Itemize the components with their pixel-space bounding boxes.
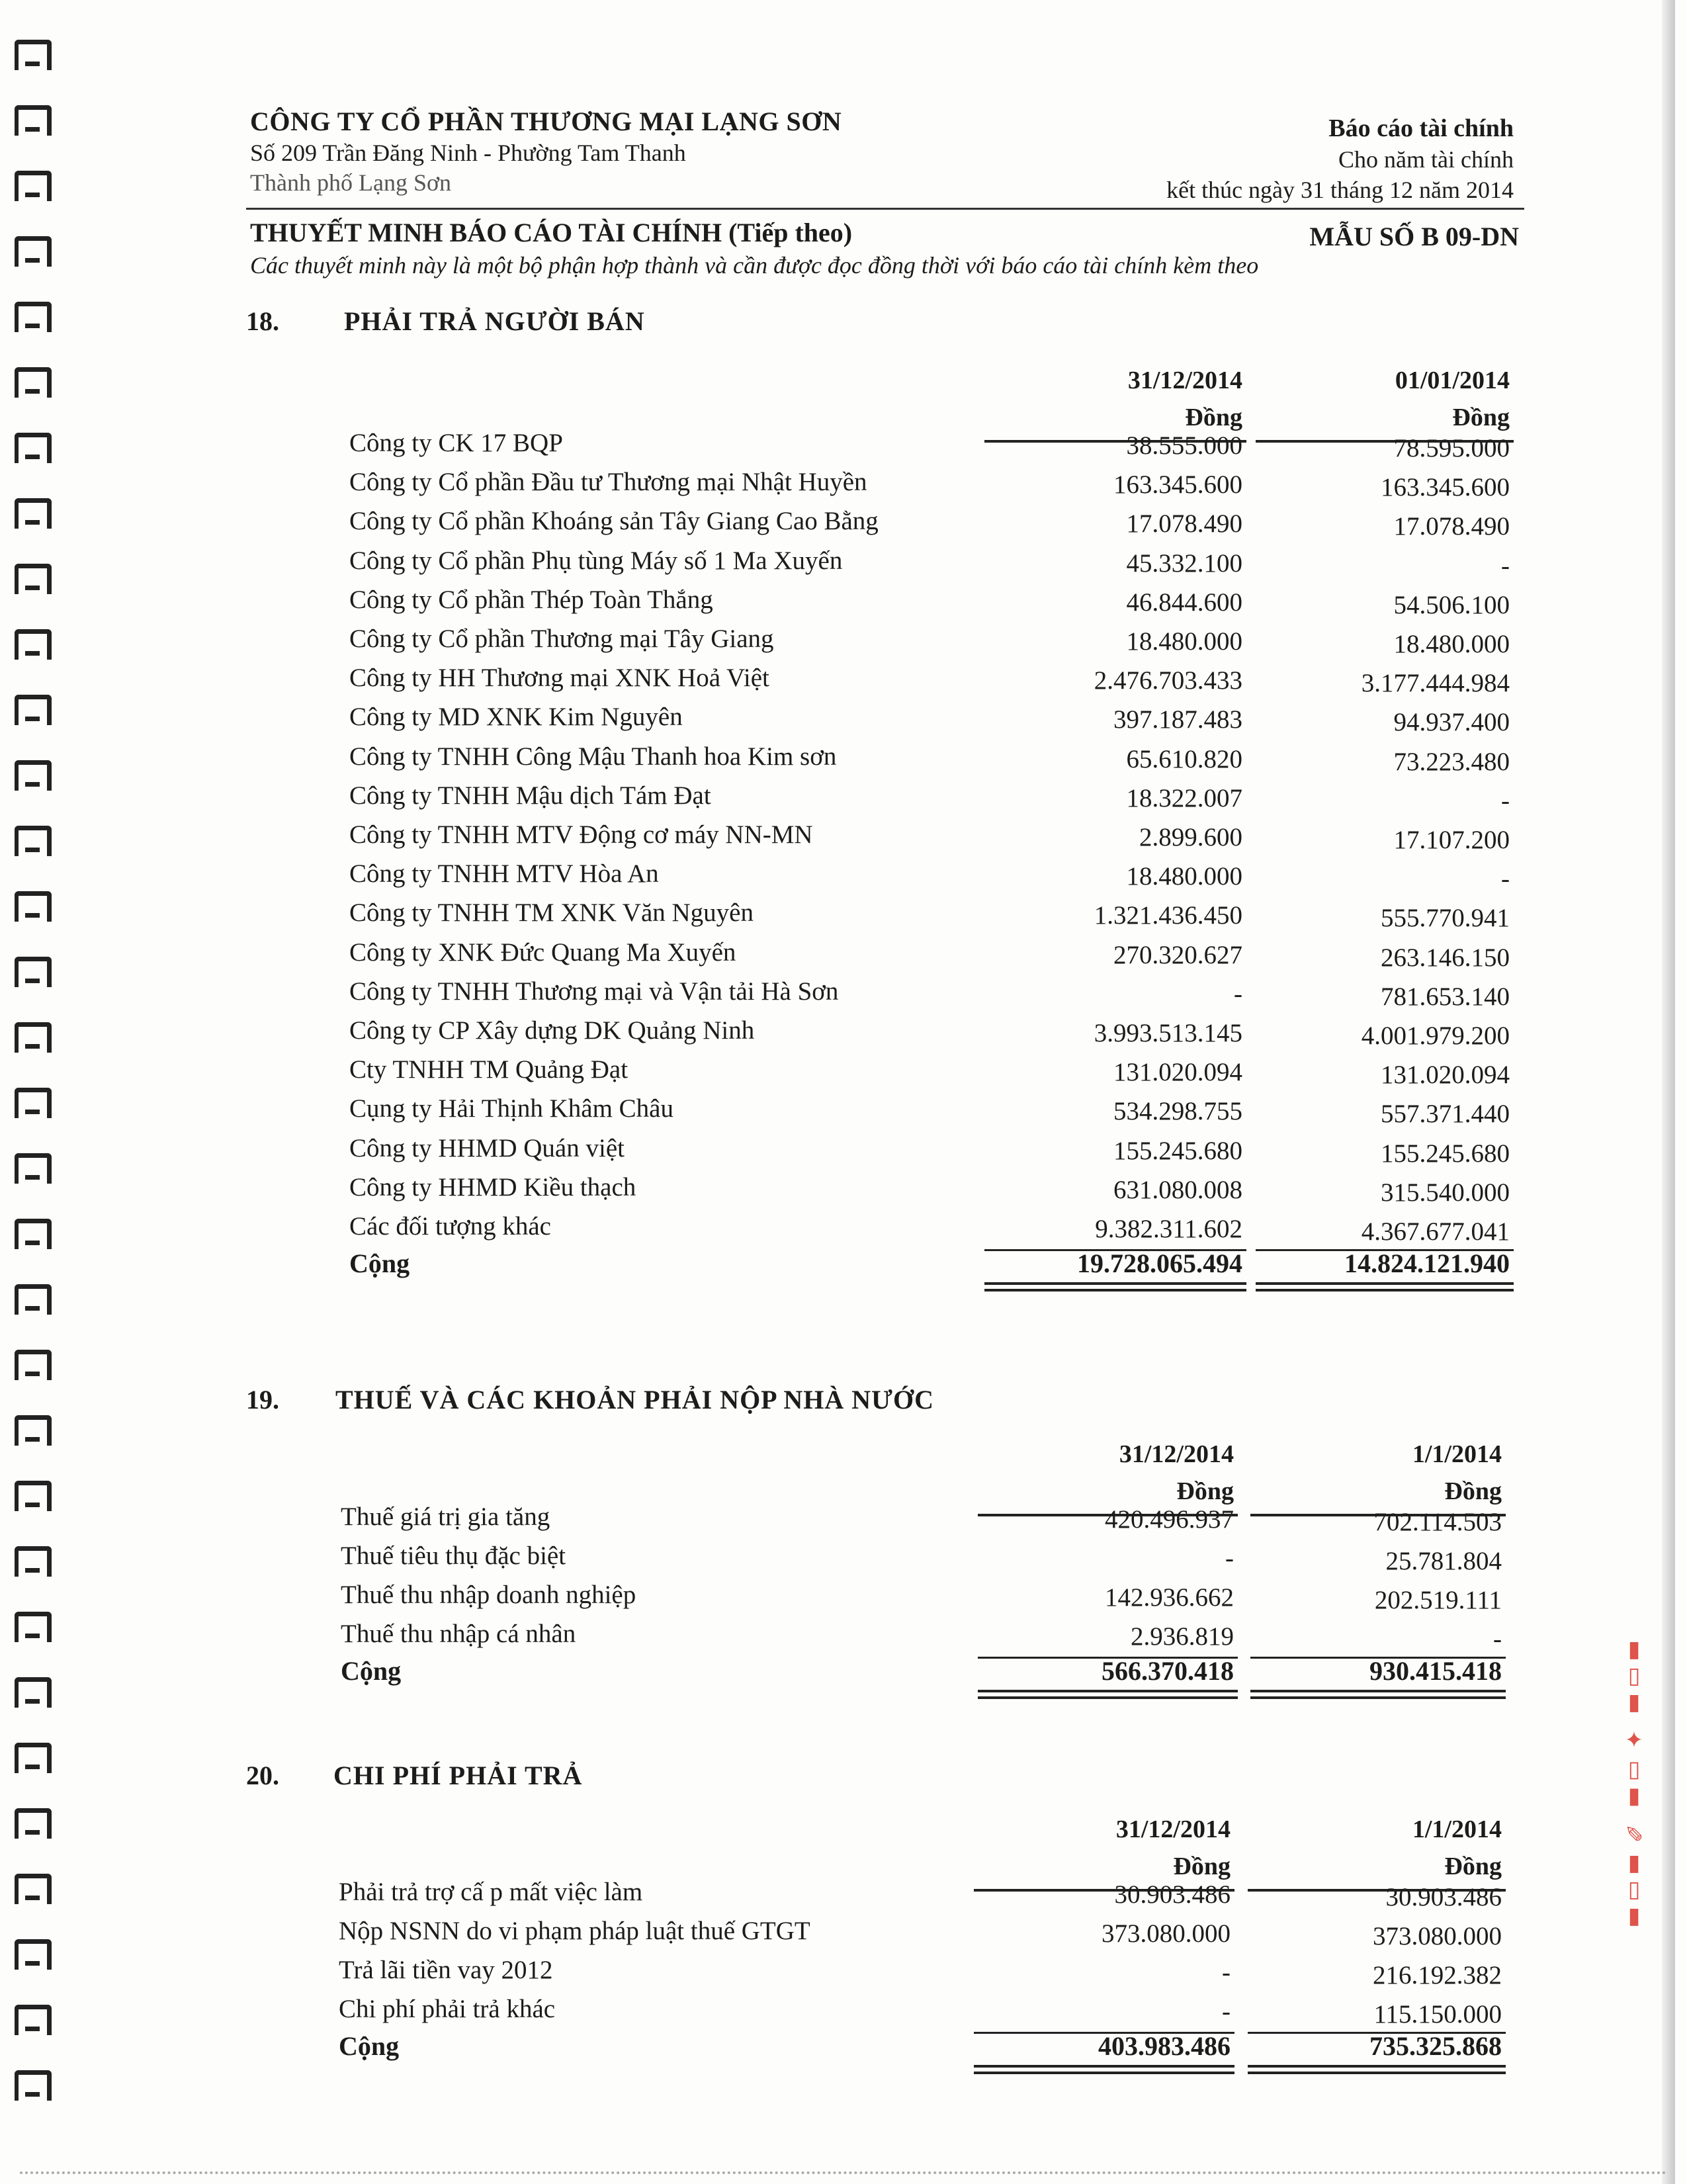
total-label: Cộng — [341, 1656, 402, 1686]
row-value-current: 65.610.820 — [1126, 744, 1242, 773]
binder-ring-icon — [15, 1284, 52, 1315]
notes-subtitle: Các thuyết minh này là một bộ phận hợp thành và cần được đọc đồng thời với báo cáo tài chính kèm theo — [250, 252, 1259, 279]
total-value-prior: 14.824.121.940 — [1344, 1248, 1510, 1279]
column-header-prior: 01/01/2014 — [1395, 367, 1510, 394]
binder-ring-icon — [15, 1088, 52, 1118]
row-label: Công ty TNHH MTV Hòa An — [349, 859, 659, 889]
total-label: Cộng — [349, 1248, 410, 1279]
row-value-prior: 73.223.480 — [1393, 747, 1510, 776]
form-code: MẪU SỐ B 09-DN — [1309, 222, 1519, 251]
notes-title: THUYẾT MINH BÁO CÁO TÀI CHÍNH (Tiếp theo) — [250, 218, 853, 247]
row-label: Công ty TNHH Công Mậu Thanh hoa Kim sơn — [349, 742, 837, 771]
company-name: CÔNG TY CỔ PHẦN THƯƠNG MẠI LẠNG SƠN — [250, 107, 842, 136]
column-header-current: 31/12/2014 — [1127, 367, 1242, 394]
total-double-rule — [1250, 1696, 1506, 1699]
report-period-line2: kết thúc ngày 31 tháng 12 năm 2014 — [1166, 177, 1514, 203]
row-label: Thuế thu nhập doanh nghiệp — [341, 1581, 636, 1609]
row-value-current: 18.480.000 — [1126, 862, 1242, 891]
header-divider — [246, 208, 1524, 210]
row-label: Công ty TNHH TM XNK Văn Nguyên — [349, 898, 754, 928]
row-value-current: - — [1234, 979, 1242, 1008]
row-value-current: 397.187.483 — [1113, 705, 1242, 734]
row-label: Công ty Cổ phần Đầu tư Thương mại Nhật Huyền — [349, 468, 867, 497]
row-value-prior: 216.192.382 — [1373, 1961, 1502, 1989]
total-value-current: 566.370.418 — [1102, 1656, 1234, 1686]
row-value-current: - — [1225, 1544, 1234, 1573]
row-value-current: 534.298.755 — [1113, 1097, 1242, 1126]
row-value-current: - — [1222, 1958, 1231, 1987]
perforation-line — [20, 2171, 1667, 2174]
total-value-prior: 735.325.868 — [1369, 2031, 1502, 2061]
row-value-prior: 4.367.677.041 — [1361, 1217, 1510, 1246]
row-value-prior: 18.480.000 — [1393, 630, 1510, 658]
binder-ring-icon — [15, 1743, 52, 1773]
row-label: Công ty MD XNK Kim Nguyên — [349, 703, 683, 732]
row-value-current: 420.496.937 — [1105, 1505, 1234, 1534]
column-unit-prior: Đồng — [1444, 1477, 1502, 1505]
row-value-current: 131.020.094 — [1113, 1058, 1242, 1087]
binder-ring-icon — [15, 826, 52, 856]
row-value-prior: 17.078.490 — [1393, 512, 1510, 541]
binder-ring-icon — [15, 564, 52, 594]
row-value-current: 38.555.000 — [1126, 431, 1242, 460]
binder-ring-icon — [15, 957, 52, 987]
column-header-current: 31/12/2014 — [1119, 1440, 1234, 1468]
row-value-current: 45.332.100 — [1126, 548, 1242, 578]
total-double-rule — [1250, 1690, 1506, 1692]
row-label: Nộp NSNN do vi phạm pháp luật thuế GTGT — [339, 1917, 810, 1945]
section-title: THUẾ VÀ CÁC KHOẢN PHẢI NỘP NHÀ NƯỚC — [335, 1385, 935, 1415]
row-label: Công ty CK 17 BQP — [349, 429, 563, 457]
row-label: Công ty TNHH Mậu dịch Tám Đạt — [349, 781, 711, 810]
page-edge — [1662, 0, 1675, 2184]
row-label: Thuế giá trị gia tăng — [341, 1503, 550, 1531]
row-value-current: 17.078.490 — [1126, 509, 1242, 539]
column-unit-current: Đồng — [1173, 1853, 1231, 1880]
total-value-current: 19.728.065.494 — [1077, 1248, 1242, 1279]
column-unit-prior: Đồng — [1444, 1853, 1502, 1880]
binder-ring-icon — [15, 367, 52, 398]
binder-ring-icon — [15, 2005, 52, 2035]
row-value-current: 270.320.627 — [1113, 940, 1242, 969]
binder-ring-icon — [15, 629, 52, 660]
binder-ring-icon — [15, 40, 52, 70]
column-unit-current: Đồng — [1176, 1477, 1234, 1505]
row-label: Công ty Cổ phần Thép Toàn Thắng — [349, 585, 713, 614]
row-value-prior: 373.080.000 — [1373, 1922, 1502, 1950]
binder-ring-icon — [15, 302, 52, 332]
binder-ring-icon — [15, 1808, 52, 1839]
section-number: 19. — [246, 1385, 279, 1415]
binder-ring-icon — [15, 1350, 52, 1380]
row-value-current: 163.345.600 — [1113, 470, 1242, 500]
binder-ring-icon — [15, 236, 52, 267]
binder-ring-icon — [15, 433, 52, 463]
row-label: Trả lãi tiền vay 2012 — [339, 1956, 553, 1984]
row-value-prior: 202.519.111 — [1374, 1586, 1502, 1614]
row-label: Công ty HHMD Kiều thạch — [349, 1172, 636, 1201]
row-value-prior: - — [1493, 1625, 1502, 1653]
binder-ring-icon — [15, 105, 52, 136]
red-stamp-mark: ▮▯▮ ✎ ▮▯ ✦ ▮▯▮ — [1621, 1638, 1647, 1932]
total-double-rule — [1248, 2065, 1506, 2068]
row-label: Công ty TNHH Thương mại và Vận tải Hà Sơn — [349, 977, 839, 1006]
row-label: Thuế tiêu thụ đặc biệt — [341, 1542, 566, 1570]
total-double-rule — [984, 1282, 1246, 1285]
binder-ring-icon — [15, 1153, 52, 1184]
binder-ring-icon — [15, 1874, 52, 1904]
binder-ring-icon — [15, 1219, 52, 1249]
row-value-prior: - — [1501, 865, 1510, 894]
binder-ring-icon — [15, 1415, 52, 1446]
report-period-line1: Cho năm tài chính — [1338, 146, 1514, 173]
row-value-prior: 115.150.000 — [1373, 2000, 1502, 2029]
row-label: Công ty Cổ phần Thương mại Tây Giang — [349, 625, 774, 653]
total-double-rule — [1256, 1282, 1514, 1285]
row-value-prior: 155.245.680 — [1381, 1139, 1510, 1168]
company-address-line2: Thành phố Lạng Sơn — [250, 169, 451, 196]
row-value-current: 18.322.007 — [1126, 783, 1242, 812]
row-label: Công ty HH Thương mại XNK Hoả Việt — [349, 664, 769, 693]
row-value-current: 1.321.436.450 — [1094, 901, 1242, 930]
row-value-prior: 702.114.503 — [1373, 1508, 1502, 1536]
total-double-rule — [1256, 1289, 1514, 1291]
binder-ring-icon — [15, 1546, 52, 1577]
binder-rings — [15, 40, 54, 2157]
row-label: Công ty Cổ phần Phụ tùng Máy số 1 Ma Xuyến — [349, 546, 843, 575]
row-value-prior: 54.506.100 — [1393, 590, 1510, 619]
section-title: PHẢI TRẢ NGƯỜI BÁN — [344, 306, 645, 336]
row-value-prior: 163.345.600 — [1381, 473, 1510, 502]
row-label: Chi phí phải trả khác — [339, 1995, 556, 2023]
row-value-current: 155.245.680 — [1113, 1136, 1242, 1165]
column-unit-prior: Đồng — [1452, 404, 1510, 431]
row-label: Công ty Cổ phần Khoáng sản Tây Giang Cao Bằng — [349, 507, 879, 536]
row-value-prior: 263.146.150 — [1381, 943, 1510, 972]
row-value-current: 3.993.513.145 — [1094, 1019, 1242, 1047]
total-double-rule — [974, 2065, 1234, 2068]
column-unit-current: Đồng — [1185, 404, 1242, 431]
section-title: CHI PHÍ PHẢI TRẢ — [333, 1761, 583, 1790]
row-value-prior: 555.770.941 — [1381, 904, 1510, 933]
row-value-prior: 131.020.094 — [1381, 1061, 1510, 1090]
row-value-current: - — [1222, 1997, 1231, 2026]
section-number: 18. — [246, 306, 279, 336]
binder-ring-icon — [15, 1677, 52, 1708]
row-label: Các đối tượng khác — [349, 1212, 551, 1241]
row-value-prior: 17.107.200 — [1393, 826, 1510, 854]
binder-ring-icon — [15, 498, 52, 529]
row-value-current: 46.844.600 — [1126, 588, 1242, 617]
row-value-current: 142.936.662 — [1105, 1583, 1234, 1612]
binder-ring-icon — [15, 1022, 52, 1053]
section-number: 20. — [246, 1761, 279, 1790]
row-value-current: 373.080.000 — [1102, 1919, 1231, 1948]
company-address-line1: Số 209 Trần Đăng Ninh - Phường Tam Thanh — [250, 140, 686, 166]
row-value-prior: 557.371.440 — [1381, 1100, 1510, 1129]
row-label: Cụng ty Hải Thịnh Khâm Châu — [349, 1094, 673, 1123]
binder-ring-icon — [15, 891, 52, 922]
row-value-current: 2.936.819 — [1131, 1622, 1234, 1651]
row-value-prior: 781.653.140 — [1381, 982, 1510, 1011]
row-value-current: 30.903.486 — [1114, 1880, 1231, 1909]
row-label: Công ty TNHH MTV Động cơ máy NN-MN — [349, 820, 813, 849]
row-value-prior: 4.001.979.200 — [1361, 1022, 1510, 1050]
row-value-current: 2.899.600 — [1139, 823, 1242, 852]
binder-ring-icon — [15, 2070, 52, 2101]
row-value-current: 2.476.703.433 — [1094, 666, 1242, 695]
row-value-current: 9.382.311.602 — [1095, 1215, 1242, 1243]
binder-ring-icon — [15, 695, 52, 725]
row-label: Công ty HHMD Quán việt — [349, 1133, 625, 1162]
total-double-rule — [978, 1696, 1238, 1699]
total-value-prior: 930.415.418 — [1369, 1656, 1502, 1686]
row-label: Cty TNHH TM Quảng Đạt — [349, 1055, 628, 1084]
binder-ring-icon — [15, 171, 52, 201]
row-value-prior: 315.540.000 — [1381, 1178, 1510, 1207]
row-label: Thuế thu nhập cá nhân — [341, 1620, 576, 1648]
binder-ring-icon — [15, 760, 52, 791]
row-value-current: 18.480.000 — [1126, 627, 1242, 656]
column-header-current: 31/12/2014 — [1115, 1815, 1231, 1843]
row-label: Phải trả trợ cấ p mất việc làm — [339, 1878, 643, 1906]
binder-ring-icon — [15, 1481, 52, 1511]
report-title: Báo cáo tài chính — [1328, 114, 1514, 142]
row-value-prior: - — [1501, 551, 1510, 580]
row-value-prior: 25.781.804 — [1385, 1547, 1502, 1575]
row-value-current: 631.080.008 — [1113, 1175, 1242, 1204]
row-value-prior: 3.177.444.984 — [1361, 669, 1510, 698]
column-header-prior: 1/1/2014 — [1412, 1815, 1502, 1843]
total-label: Cộng — [339, 2031, 400, 2061]
row-value-prior: 78.595.000 — [1393, 434, 1510, 462]
row-value-prior: - — [1501, 786, 1510, 815]
total-value-current: 403.983.486 — [1098, 2031, 1231, 2061]
total-double-rule — [974, 2072, 1234, 2074]
total-double-rule — [1248, 2072, 1506, 2074]
row-label: Công ty CP Xây dựng DK Quảng Ninh — [349, 1016, 755, 1045]
total-double-rule — [978, 1690, 1238, 1692]
row-value-prior: 30.903.486 — [1385, 1883, 1502, 1911]
row-label: Công ty XNK Đức Quang Ma Xuyến — [349, 938, 736, 967]
column-header-prior: 1/1/2014 — [1412, 1440, 1502, 1468]
binder-ring-icon — [15, 1612, 52, 1642]
binder-ring-icon — [15, 1939, 52, 1970]
total-double-rule — [984, 1289, 1246, 1291]
row-value-prior: 94.937.400 — [1393, 708, 1510, 737]
